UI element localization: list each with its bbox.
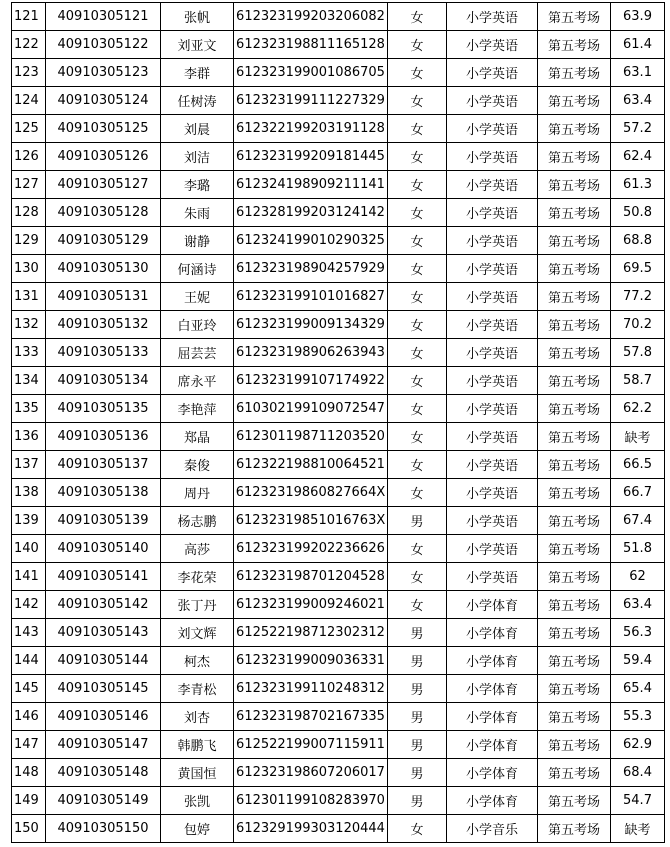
name-cell: 韩鹏飞 [161,731,234,759]
exam-room-cell: 第五考场 [538,283,611,311]
subject-cell: 小学英语 [447,87,538,115]
gender-cell: 女 [388,815,447,843]
table-row [12,255,665,283]
id-card-cell: 612522198712302312 [234,619,388,647]
id-card-cell: 612323198702167335 [234,703,388,731]
id-card-cell: 612322198810064521 [234,451,388,479]
score-cell: 55.3 [611,703,665,731]
name-cell: 白亚玲 [161,311,234,339]
gender-cell: 男 [388,647,447,675]
row-number-cell: 144 [12,647,46,675]
table-row [12,367,665,395]
score-cell: 65.4 [611,675,665,703]
subject-cell: 小学体育 [447,731,538,759]
row-number-cell: 143 [12,619,46,647]
gender-cell: 男 [388,703,447,731]
id-card-cell: 612522199007115911 [234,731,388,759]
row-number-cell: 124 [12,87,46,115]
exam-id-cell: 40910305131 [46,283,161,311]
score-cell: 缺考 [611,423,665,451]
subject-cell: 小学英语 [447,171,538,199]
score-cell: 57.8 [611,339,665,367]
gender-cell: 女 [388,339,447,367]
table-row [12,815,665,843]
row-number-cell: 129 [12,227,46,255]
subject-cell: 小学体育 [447,703,538,731]
exam-id-cell: 40910305149 [46,787,161,815]
name-cell: 谢静 [161,227,234,255]
score-cell: 66.5 [611,451,665,479]
exam-id-cell: 40910305142 [46,591,161,619]
name-cell: 刘亚文 [161,31,234,59]
row-number-cell: 122 [12,31,46,59]
id-card-cell: 610302199109072547 [234,395,388,423]
subject-cell: 小学英语 [447,31,538,59]
id-card-cell: 612323199107174922 [234,367,388,395]
table-row [12,171,665,199]
gender-cell: 女 [388,59,447,87]
id-card-cell: 612301199108283970 [234,787,388,815]
row-number-cell: 141 [12,563,46,591]
subject-cell: 小学英语 [447,451,538,479]
name-cell: 李艳萍 [161,395,234,423]
id-card-cell: 612322199203191128 [234,115,388,143]
exam-room-cell: 第五考场 [538,619,611,647]
name-cell: 刘洁 [161,143,234,171]
score-cell: 69.5 [611,255,665,283]
gender-cell: 女 [388,199,447,227]
row-number-cell: 138 [12,479,46,507]
score-cell: 66.7 [611,479,665,507]
exam-id-cell: 40910305148 [46,759,161,787]
table-row [12,619,665,647]
score-cell: 61.4 [611,31,665,59]
name-cell: 黄国恒 [161,759,234,787]
name-cell: 秦俊 [161,451,234,479]
name-cell: 杨志鹏 [161,507,234,535]
subject-cell: 小学英语 [447,367,538,395]
name-cell: 李花荣 [161,563,234,591]
name-cell: 席永平 [161,367,234,395]
gender-cell: 女 [388,563,447,591]
subject-cell: 小学英语 [447,59,538,87]
subject-cell: 小学体育 [447,619,538,647]
score-cell: 58.7 [611,367,665,395]
name-cell: 屈芸芸 [161,339,234,367]
row-number-cell: 139 [12,507,46,535]
exam-id-cell: 40910305133 [46,339,161,367]
exam-id-cell: 40910305124 [46,87,161,115]
name-cell: 任树涛 [161,87,234,115]
gender-cell: 女 [388,31,447,59]
score-cell: 62.2 [611,395,665,423]
exam-room-cell: 第五考场 [538,395,611,423]
exam-id-cell: 40910305139 [46,507,161,535]
exam-id-cell: 40910305129 [46,227,161,255]
exam-id-cell: 40910305141 [46,563,161,591]
table-row [12,759,665,787]
row-number-cell: 134 [12,367,46,395]
name-cell: 张丁丹 [161,591,234,619]
exam-id-cell: 40910305125 [46,115,161,143]
exam-room-cell: 第五考场 [538,647,611,675]
name-cell: 高莎 [161,535,234,563]
score-cell: 67.4 [611,507,665,535]
table-row [12,507,665,535]
gender-cell: 女 [388,535,447,563]
score-cell: 缺考 [611,815,665,843]
table-row [12,199,665,227]
subject-cell: 小学体育 [447,647,538,675]
gender-cell: 女 [388,87,447,115]
exam-id-cell: 40910305135 [46,395,161,423]
subject-cell: 小学音乐 [447,815,538,843]
table-row [12,115,665,143]
subject-cell: 小学英语 [447,563,538,591]
gender-cell: 女 [388,227,447,255]
exam-room-cell: 第五考场 [538,507,611,535]
row-number-cell: 127 [12,171,46,199]
exam-room-cell: 第五考场 [538,731,611,759]
gender-cell: 男 [388,731,447,759]
name-cell: 李青松 [161,675,234,703]
table-row [12,591,665,619]
row-number-cell: 132 [12,311,46,339]
row-number-cell: 150 [12,815,46,843]
subject-cell: 小学英语 [447,507,538,535]
id-card-cell: 612323198607206017 [234,759,388,787]
score-cell: 62.4 [611,143,665,171]
id-card-cell: 612324199010290325 [234,227,388,255]
score-cell: 63.1 [611,59,665,87]
exam-id-cell: 40910305126 [46,143,161,171]
exam-room-cell: 第五考场 [538,115,611,143]
row-number-cell: 123 [12,59,46,87]
table-row [12,563,665,591]
gender-cell: 男 [388,507,447,535]
table-row [12,535,665,563]
table-row [12,311,665,339]
row-number-cell: 133 [12,339,46,367]
table-row [12,339,665,367]
name-cell: 张帆 [161,3,234,31]
subject-cell: 小学英语 [447,423,538,451]
score-cell: 62 [611,563,665,591]
score-cell: 70.2 [611,311,665,339]
name-cell: 包婷 [161,815,234,843]
exam-room-cell: 第五考场 [538,535,611,563]
score-cell: 63.4 [611,87,665,115]
row-number-cell: 140 [12,535,46,563]
gender-cell: 女 [388,423,447,451]
name-cell: 刘文辉 [161,619,234,647]
exam-room-cell: 第五考场 [538,143,611,171]
subject-cell: 小学体育 [447,759,538,787]
score-cell: 63.9 [611,3,665,31]
table-row [12,227,665,255]
subject-cell: 小学英语 [447,283,538,311]
row-number-cell: 142 [12,591,46,619]
exam-id-cell: 40910305137 [46,451,161,479]
id-card-cell: 612301198711203520 [234,423,388,451]
subject-cell: 小学英语 [447,199,538,227]
table-row [12,787,665,815]
exam-room-cell: 第五考场 [538,703,611,731]
exam-room-cell: 第五考场 [538,591,611,619]
name-cell: 李群 [161,59,234,87]
id-card-cell: 612324198909211141 [234,171,388,199]
exam-id-cell: 40910305146 [46,703,161,731]
exam-room-cell: 第五考场 [538,59,611,87]
exam-room-cell: 第五考场 [538,563,611,591]
id-card-cell: 612323198904257929 [234,255,388,283]
table-row [12,647,665,675]
gender-cell: 女 [388,255,447,283]
score-cell: 63.4 [611,591,665,619]
id-card-cell: 61232319860827664X [234,479,388,507]
name-cell: 郑晶 [161,423,234,451]
name-cell: 李璐 [161,171,234,199]
exam-room-cell: 第五考场 [538,423,611,451]
score-cell: 77.2 [611,283,665,311]
row-number-cell: 125 [12,115,46,143]
table-row [12,703,665,731]
id-card-cell: 612323198906263943 [234,339,388,367]
gender-cell: 女 [388,311,447,339]
id-card-cell: 612323198811165128 [234,31,388,59]
subject-cell: 小学英语 [447,535,538,563]
exam-id-cell: 40910305136 [46,423,161,451]
gender-cell: 男 [388,787,447,815]
table-row [12,59,665,87]
subject-cell: 小学英语 [447,311,538,339]
exam-room-cell: 第五考场 [538,367,611,395]
exam-id-cell: 40910305138 [46,479,161,507]
exam-id-cell: 40910305132 [46,311,161,339]
subject-cell: 小学体育 [447,787,538,815]
subject-cell: 小学英语 [447,255,538,283]
id-card-cell: 612323199203206082 [234,3,388,31]
table-row [12,283,665,311]
table-row [12,675,665,703]
gender-cell: 女 [388,367,447,395]
row-number-cell: 136 [12,423,46,451]
gender-cell: 女 [388,395,447,423]
gender-cell: 女 [388,115,447,143]
exam-room-cell: 第五考场 [538,171,611,199]
subject-cell: 小学英语 [447,227,538,255]
name-cell: 刘晨 [161,115,234,143]
exam-room-cell: 第五考场 [538,87,611,115]
score-cell: 51.8 [611,535,665,563]
subject-cell: 小学体育 [447,591,538,619]
subject-cell: 小学英语 [447,479,538,507]
table-row [12,143,665,171]
exam-room-cell: 第五考场 [538,199,611,227]
subject-cell: 小学英语 [447,395,538,423]
exam-id-cell: 40910305123 [46,59,161,87]
id-card-cell: 612323199001086705 [234,59,388,87]
name-cell: 刘杏 [161,703,234,731]
gender-cell: 女 [388,591,447,619]
name-cell: 柯杰 [161,647,234,675]
exam-room-cell: 第五考场 [538,311,611,339]
subject-cell: 小学英语 [447,143,538,171]
subject-cell: 小学体育 [447,675,538,703]
gender-cell: 女 [388,283,447,311]
table-row [12,479,665,507]
score-table [11,2,665,843]
exam-id-cell: 40910305128 [46,199,161,227]
subject-cell: 小学英语 [447,339,538,367]
table-row [12,423,665,451]
id-card-cell: 612323199101016827 [234,283,388,311]
score-cell: 62.9 [611,731,665,759]
score-cell: 61.3 [611,171,665,199]
exam-id-cell: 40910305140 [46,535,161,563]
exam-id-cell: 40910305144 [46,647,161,675]
id-card-cell: 612323199009134329 [234,311,388,339]
row-number-cell: 147 [12,731,46,759]
score-cell: 50.8 [611,199,665,227]
table-row [12,3,665,31]
subject-cell: 小学英语 [447,115,538,143]
subject-cell: 小学英语 [447,3,538,31]
name-cell: 王妮 [161,283,234,311]
exam-id-cell: 40910305150 [46,815,161,843]
gender-cell: 女 [388,3,447,31]
table-row [12,731,665,759]
exam-id-cell: 40910305130 [46,255,161,283]
gender-cell: 男 [388,675,447,703]
row-number-cell: 121 [12,3,46,31]
score-cell: 57.2 [611,115,665,143]
exam-id-cell: 40910305134 [46,367,161,395]
id-card-cell: 612323199202236626 [234,535,388,563]
id-card-cell: 61232319851016763X [234,507,388,535]
id-card-cell: 612323199111227329 [234,87,388,115]
gender-cell: 男 [388,759,447,787]
score-cell: 59.4 [611,647,665,675]
table-body [12,3,665,843]
name-cell: 何涵诗 [161,255,234,283]
id-card-cell: 612323199009036331 [234,647,388,675]
exam-id-cell: 40910305121 [46,3,161,31]
id-card-cell: 612323199110248312 [234,675,388,703]
exam-room-cell: 第五考场 [538,759,611,787]
gender-cell: 女 [388,451,447,479]
name-cell: 周丹 [161,479,234,507]
table-row [12,451,665,479]
gender-cell: 女 [388,479,447,507]
exam-room-cell: 第五考场 [538,339,611,367]
id-card-cell: 612323199209181445 [234,143,388,171]
row-number-cell: 148 [12,759,46,787]
exam-id-cell: 40910305145 [46,675,161,703]
table-row [12,87,665,115]
score-cell: 68.8 [611,227,665,255]
gender-cell: 女 [388,143,447,171]
exam-room-cell: 第五考场 [538,675,611,703]
row-number-cell: 131 [12,283,46,311]
score-cell: 54.7 [611,787,665,815]
score-cell: 68.4 [611,759,665,787]
exam-id-cell: 40910305143 [46,619,161,647]
score-cell: 56.3 [611,619,665,647]
table-row [12,31,665,59]
row-number-cell: 137 [12,451,46,479]
name-cell: 朱雨 [161,199,234,227]
exam-id-cell: 40910305127 [46,171,161,199]
exam-room-cell: 第五考场 [538,255,611,283]
id-card-cell: 612323199009246021 [234,591,388,619]
exam-room-cell: 第五考场 [538,3,611,31]
exam-room-cell: 第五考场 [538,451,611,479]
name-cell: 张凯 [161,787,234,815]
row-number-cell: 126 [12,143,46,171]
gender-cell: 男 [388,619,447,647]
exam-room-cell: 第五考场 [538,227,611,255]
exam-room-cell: 第五考场 [538,815,611,843]
id-card-cell: 612323198701204528 [234,563,388,591]
exam-id-cell: 40910305147 [46,731,161,759]
table-row [12,395,665,423]
row-number-cell: 149 [12,787,46,815]
row-number-cell: 146 [12,703,46,731]
exam-id-cell: 40910305122 [46,31,161,59]
gender-cell: 女 [388,171,447,199]
row-number-cell: 130 [12,255,46,283]
exam-room-cell: 第五考场 [538,479,611,507]
row-number-cell: 135 [12,395,46,423]
exam-room-cell: 第五考场 [538,31,611,59]
id-card-cell: 612328199203124142 [234,199,388,227]
exam-room-cell: 第五考场 [538,787,611,815]
id-card-cell: 612329199303120444 [234,815,388,843]
row-number-cell: 128 [12,199,46,227]
row-number-cell: 145 [12,675,46,703]
